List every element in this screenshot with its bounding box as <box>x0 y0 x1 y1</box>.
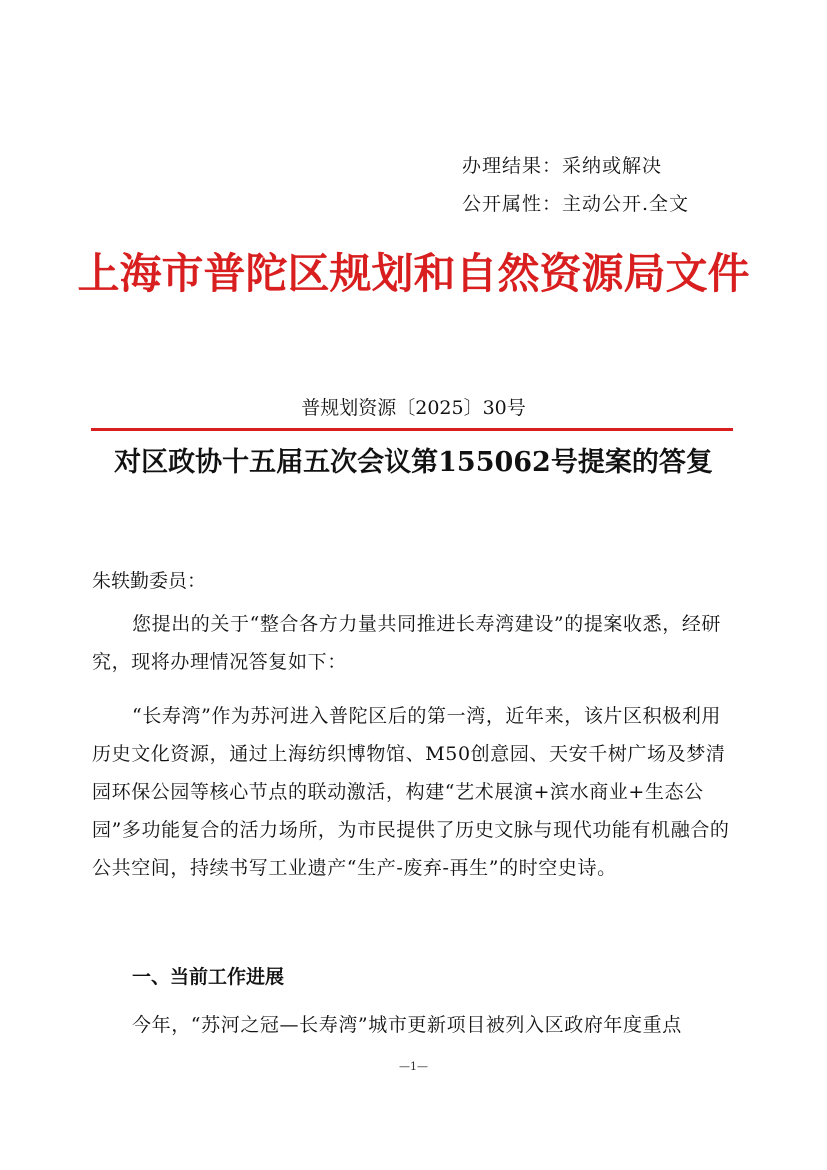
paragraph-progress: 今年，“苏河之冠—长寿湾”城市更新项目被列入区政府年度重点 <box>132 1014 682 1036</box>
paragraph-intro: 您提出的关于“整合各方力量共同推进长寿湾建设”的提案收悉，经研究，现将办理情况答复如下： <box>92 613 722 673</box>
paragraph-background: “长寿湾”作为苏河进入普陀区后的第一湾，近年来，该片区积极利用历史文化资源，通过上海纺织博物馆、M50创意园、天安千树广场及梦清园环保公园等核心节点的联动激活，构建“艺术展演+滨水商业+生态公园”多功能复合的活力场所，为市民提供了历史文脉与现代功能有机融合的公共空间，持续书写工业遗产“生产-废弃-再生”的时空史诗。 <box>92 705 730 879</box>
section-heading: 一、当前工作进展 <box>132 966 285 988</box>
salutation: 朱轶勤委员： <box>92 570 207 592</box>
disclosure-attribute: 公开属性：主动公开.全文 <box>462 193 690 215</box>
red-divider <box>91 428 733 431</box>
document-issuer-header: 上海市普陀区规划和自然资源局文件 <box>77 249 750 298</box>
document-number: 普规划资源〔2025〕30号 <box>301 397 526 419</box>
page-number: —1— <box>399 1060 428 1073</box>
disposal-result: 办理结果：采纳或解决 <box>462 155 663 177</box>
document-title: 对区政协十五届五次会议第155062号提案的答复 <box>114 447 713 478</box>
